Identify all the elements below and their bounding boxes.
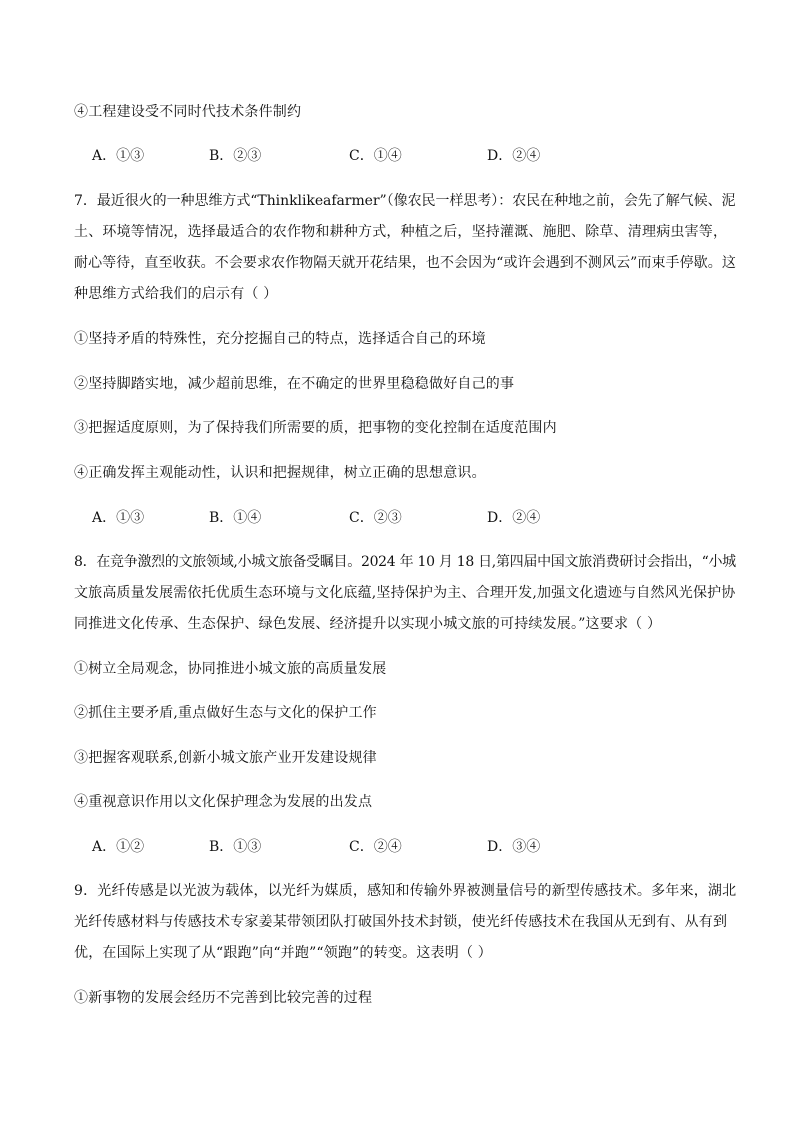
q6-options xyxy=(92,146,732,166)
q9-item-1: ①新事物的发展会经历不完善到比较完善的过程 xyxy=(74,990,373,1006)
q8-item-2: ②抓住主要矛盾,重点做好生态与文化的保护工作 xyxy=(74,705,377,721)
q7-option-c[interactable]: C．②③ xyxy=(349,510,402,526)
q7-item-2: ②坚持脚踏实地，减少超前思维，在不确定的世界里稳稳做好自己的事 xyxy=(74,376,515,392)
q7-stem-line-1: 7．最近很火的一种思维方式“Thinklikeafarmer”（像农民一样思考）：农民在种地之前，会先了解气候、泥 xyxy=(74,193,736,209)
q8-stem-line-3: 同推进文化传承、生态保护、绿色发展、经济提升以实现小城文旅的可持续发展。”这要求（ ） xyxy=(74,616,662,632)
q8-options xyxy=(92,837,732,857)
q6-option-c[interactable]: C．①④ xyxy=(349,148,402,164)
q7-stem-line-2: 土、环境等情况，选择最适合的农作物和耕种方式，种植之后，坚持灌溉、施肥、除草、清理病虫害等， xyxy=(74,224,728,240)
q9-stem-line-2: 光纤传感材料与传感技术专家姜某带领团队打破国外技术封锁，使光纤传感技术在我国从无到有、从有到 xyxy=(74,914,728,930)
q7-item-3: ③把握适度原则，为了保持我们所需要的质，把事物的变化控制在适度范围内 xyxy=(74,420,557,436)
q7-option-b[interactable]: B．①④ xyxy=(209,510,262,526)
q7-stem-line-3: 耐心等待，直至收获。不会要求农作物隔天就开花结果，也不会因为“或许会遇到不测风云”而束手停歇。这 xyxy=(74,255,736,271)
q9-stem-line-3: 优，在国际上实现了从“跟跑”向“并跑”“领跑”的转变。这表明（ ） xyxy=(74,945,492,961)
q6-item-4: ④工程建设受不同时代技术条件制约 xyxy=(74,104,302,120)
q7-stem-line-4: 种思维方式给我们的启示有（ ） xyxy=(74,286,278,302)
q8-option-b[interactable]: B．①③ xyxy=(209,839,262,855)
q8-option-a[interactable]: A．①② xyxy=(92,839,145,855)
q8-item-4: ④重视意识作用以文化保护理念为发展的出发点 xyxy=(74,794,373,810)
q6-option-d[interactable]: D．②④ xyxy=(487,148,541,164)
q8-item-1: ①树立全局观念，协同推进小城文旅的高质量发展 xyxy=(74,661,387,677)
q7-item-4: ④正确发挥主观能动性，认识和把握规律，树立正确的思想意识。 xyxy=(74,465,486,481)
q8-option-c[interactable]: C．②④ xyxy=(349,839,402,855)
q7-option-a[interactable]: A．①③ xyxy=(92,510,145,526)
q8-stem-line-1: 8．在竞争激烈的文旅领域,小城文旅备受瞩目。2024 年 10 月 18 日,第四届中国文旅消费研讨会指出，“小城 xyxy=(74,554,736,570)
q7-item-1: ①坚持矛盾的特殊性，充分挖掘自己的特点，选择适合自己的环境 xyxy=(74,331,486,347)
q8-item-3: ③把握客观联系,创新小城文旅产业开发建设规律 xyxy=(74,750,377,766)
q7-options xyxy=(92,508,732,528)
q9-stem-line-1: 9．光纤传感是以光波为载体，以光纤为媒质，感知和传输外界被测量信号的新型传感技术。多年来，湖北 xyxy=(74,883,737,899)
q8-stem-line-2: 文旅高质量发展需依托优质生态环境与文化底蕴,坚持保护为主、合理开发,加强文化遗迹与自然风光保护协 xyxy=(74,585,736,601)
q6-option-b[interactable]: B．②③ xyxy=(209,148,262,164)
q8-option-d[interactable]: D．③④ xyxy=(487,839,541,855)
q7-option-d[interactable]: D．②④ xyxy=(487,510,541,526)
q6-option-a[interactable]: A．①③ xyxy=(92,148,145,164)
